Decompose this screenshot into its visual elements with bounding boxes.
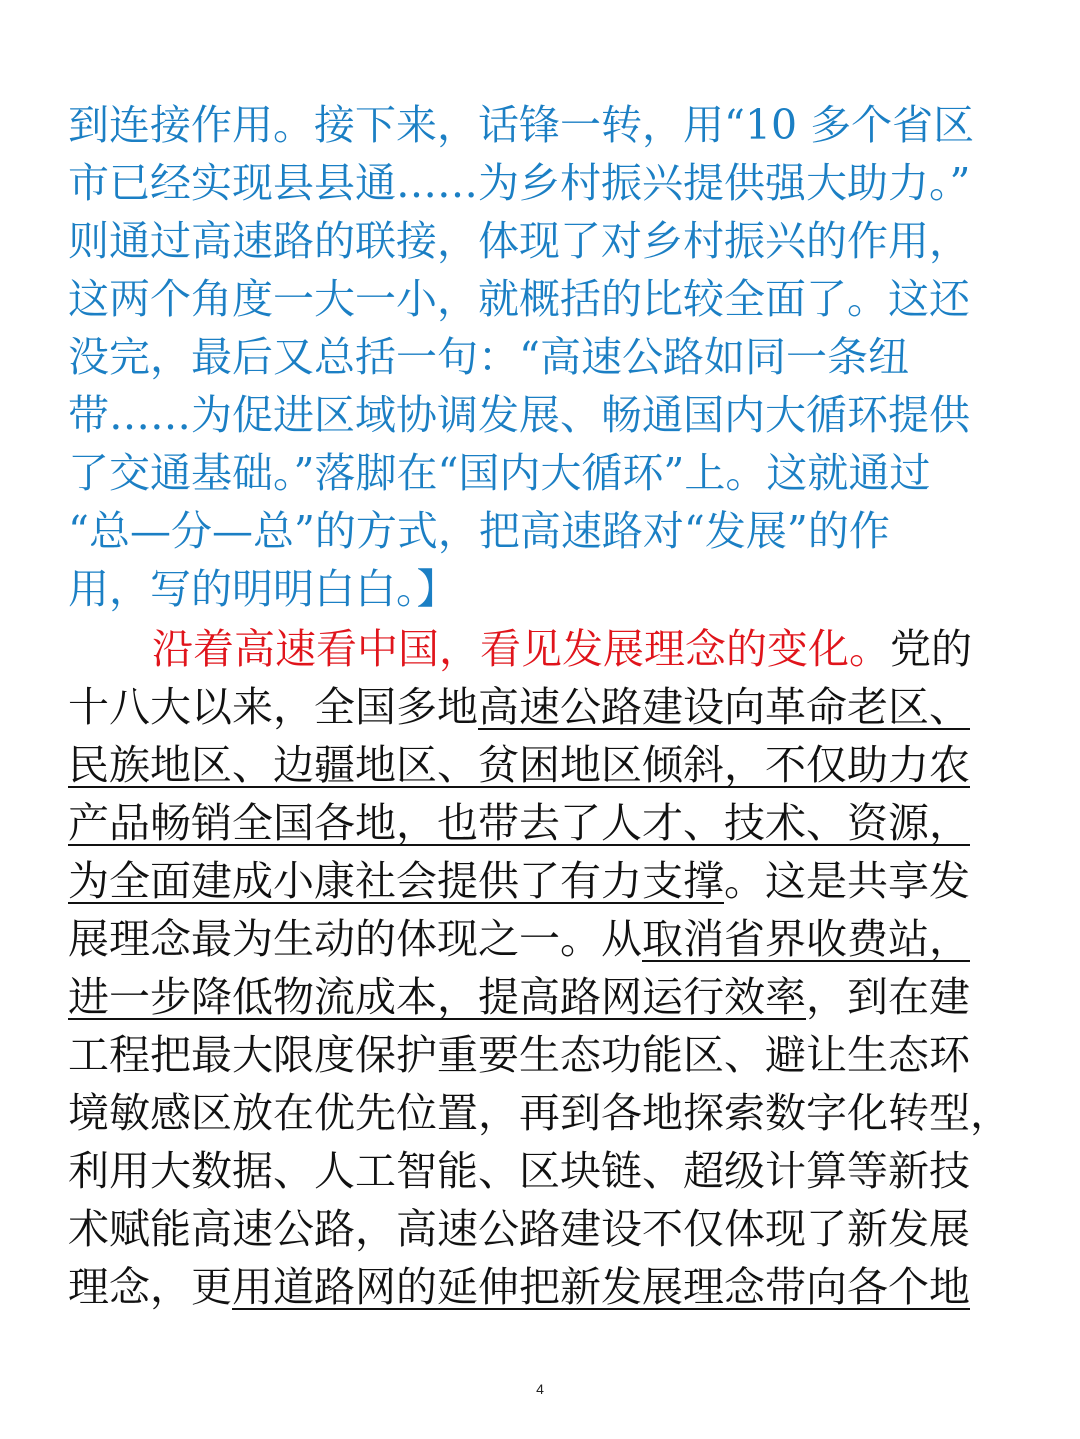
body-text: 十八大以来，全国多地 bbox=[68, 683, 478, 731]
body-text: 展理念最为生动的体现之一。从 bbox=[68, 915, 642, 963]
body-text: 。这是共享发 bbox=[724, 857, 970, 905]
underlined-text: 取消省界收费站， bbox=[642, 915, 970, 963]
body-line: 利用大数据、人工智能、区块链、超级计算等新技 bbox=[68, 1147, 970, 1195]
commentary-line: 用，写的明明白白。】 bbox=[68, 565, 458, 613]
body-paragraph bbox=[68, 620, 1018, 1316]
commentary-line: 市已经实现县县通……为乡村振兴提供强大助力。” bbox=[68, 159, 971, 207]
body-line bbox=[68, 1258, 1018, 1316]
body-line bbox=[68, 736, 1018, 794]
body-text: 党的 bbox=[890, 625, 972, 673]
body-text: 理念，更 bbox=[68, 1263, 232, 1311]
body-line: 境敏感区放在优先位置，再到各地探索数字化转型， bbox=[68, 1089, 1011, 1137]
body-line bbox=[68, 620, 1018, 678]
underlined-text: 产品畅销全国各地，也带去了人才、技术、资源， bbox=[68, 799, 970, 847]
commentary-line: 这两个角度一大一小，就概括的比较全面了。这还 bbox=[68, 275, 970, 323]
body-text: ，到在建 bbox=[806, 973, 970, 1021]
body-line bbox=[68, 678, 1018, 736]
body-line bbox=[68, 910, 1018, 968]
underlined-text: 高速公路建设向革命老区、 bbox=[478, 683, 970, 731]
commentary-line: 没完，最后又总括一句：“高速公路如同一条纽 bbox=[68, 333, 909, 381]
commentary-line: 了交通基础。”落脚在“国内大循环”上。这就通过 bbox=[68, 449, 931, 497]
commentary-line: 带……为促进区域协调发展、畅通国内大循环提供 bbox=[68, 391, 970, 439]
body-line bbox=[68, 852, 1018, 910]
section-heading: 沿着高速看中国，看见发展理念的变化。 bbox=[152, 625, 890, 673]
body-line: 工程把最大限度保护重要生态功能区、避让生态环 bbox=[68, 1031, 970, 1079]
commentary-line: 到连接作用。接下来，话锋一转，用“10 多个省区 bbox=[68, 101, 975, 149]
commentary-line: 则通过高速路的联接，体现了对乡村振兴的作用， bbox=[68, 217, 970, 265]
page-number: 4 bbox=[536, 1381, 544, 1397]
underlined-text: 用道路网的延伸把新发展理念带向各个地 bbox=[232, 1263, 970, 1311]
body-line bbox=[68, 794, 1018, 852]
underlined-text: 为全面建成小康社会提供了有力支撑 bbox=[68, 857, 724, 905]
underlined-text: 进一步降低物流成本，提高路网运行效率 bbox=[68, 973, 806, 1021]
body-line bbox=[68, 968, 1018, 1026]
commentary-line: “总—分—总”的方式，把高速路对“发展”的作 bbox=[68, 507, 890, 555]
underlined-text: 民族地区、边疆地区、贫困地区倾斜，不仅助力农 bbox=[68, 741, 970, 789]
body-line: 术赋能高速公路，高速公路建设不仅体现了新发展 bbox=[68, 1205, 970, 1253]
commentary-paragraph bbox=[68, 96, 1018, 618]
